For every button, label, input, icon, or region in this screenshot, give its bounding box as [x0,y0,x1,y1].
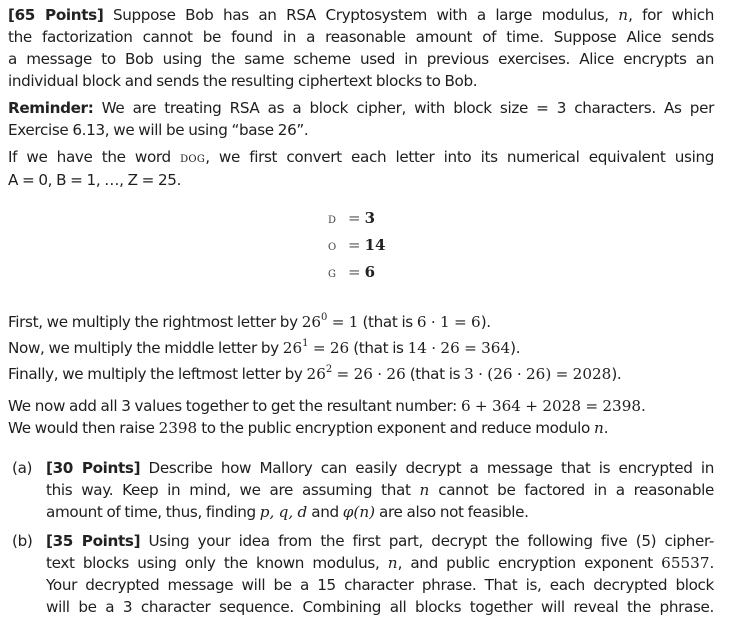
part-b-body [46,530,714,618]
points-badge: [65 Points] [8,6,104,24]
part-a-line-2: this way. Keep in mind, we are assuming that n cannot be factored in a reasonable [46,481,714,499]
sum-paragraph [8,395,714,439]
word-example-paragraph [8,146,714,191]
part-b-line-1: [35 Points] Using your idea from the first part, decrypt the following five (5) cipher- [46,532,715,550]
letter-values-equations [328,205,385,286]
part-b-line-3: Your decrypted message will be a 15 character phrase. That is, each decrypted block [46,576,714,594]
word-example-line-1: If we have the word dog, we first convert each letter into its numerical equivalent using [8,148,715,166]
part-b-item [8,530,714,618]
part-a-item [8,457,714,523]
step-finally: Finally, we multiply the leftmost letter by $26^2 = 26 \cdot 26$ (that is 3 · (26 · 26) = 2028). [8,364,622,383]
step-now: Now, we multiply the middle letter by $26^1 = 26$ (that is 14 · 26 = 364). [8,338,521,357]
sum-line-1: We now add all 3 values together to get the resultant number: 6 + 364 + 2028 = 2398. [8,397,646,415]
reminder-label: Reminder: [8,99,94,117]
example-word: dog [180,150,206,166]
part-a-line-1: [30 Points] Describe how Mallory can easily decrypt a message that is encrypted in [46,459,714,477]
equation-row: o = 14 [328,236,386,254]
part-a-body [46,457,714,523]
equation-row: d = 3 [328,209,376,227]
word-example-line-2: A = 0, B = 1, …, Z = 25. [8,171,182,189]
intro-line-2: the factorization cannot be found in a reasonable amount of time. Suppose Alice sends [8,28,714,46]
reminder-paragraph [8,97,714,141]
points-badge: [35 Points] [46,532,141,550]
part-a-label: (a) [12,459,33,477]
equation-row: g = 6 [328,263,376,281]
intro-line-4: individual block and sends the resulting ciphertext blocks to Bob. [8,72,478,90]
step-first: First, we multiply the rightmost letter by $26^0 = 1$ (that is 6 · 1 = 6). [8,312,491,331]
reminder-line-2: Exercise 6.13, we will be using “base 26”. [8,121,309,139]
part-b-label: (b) [12,532,33,550]
sum-line-2: We would then raise 2398 to the public encryption exponent and reduce modulo n. [8,419,609,437]
part-a-line-3: amount of time, thus, finding p, q, d and φ(n) are also not feasible. [46,503,529,521]
intro-line-1: [65 Points] Suppose Bob has an RSA Cryptosystem with a large modulus, n, for which [8,6,714,24]
intro-paragraph [8,4,714,92]
intro-line-3: a message to Bob using the same scheme used in previous exercises. Alice encrypts an [8,50,714,68]
part-b-line-4: will be a 3 character sequence. Combining all blocks together will reveal the phrase. [46,598,714,616]
points-badge: [30 Points] [46,459,141,477]
steps-paragraph [8,309,714,387]
modulus-variable: n [618,6,629,24]
part-b-line-2: text blocks using only the known modulus, n, and public encryption exponent 65537. [46,554,714,572]
reminder-line-1: Reminder: We are treating RSA as a block cipher, with block size = 3 characters. As per [8,99,714,117]
